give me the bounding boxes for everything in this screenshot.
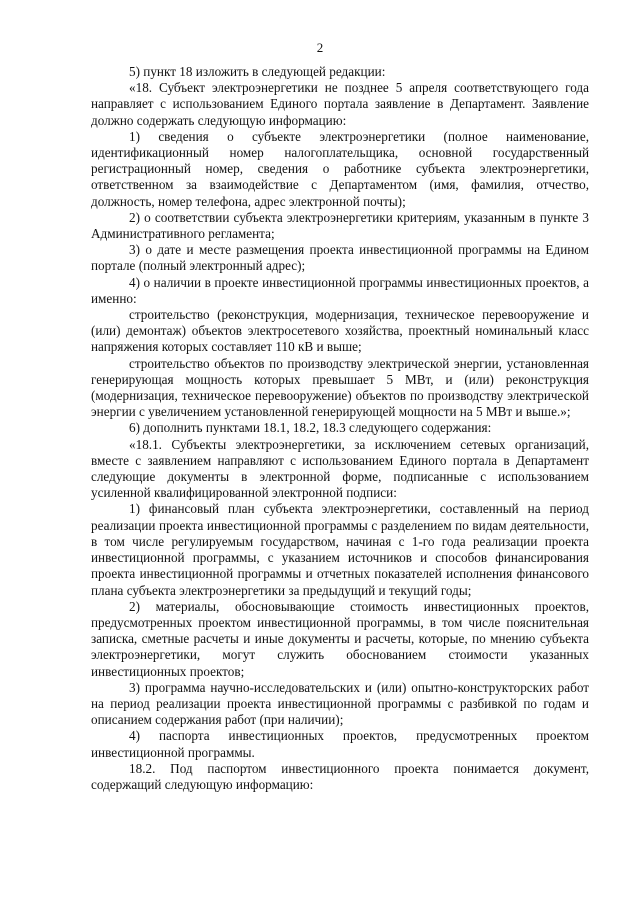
paragraph-construction-generation: строительство объектов по производству электрической энергии, установленная генерирующая мощность которых превышает 5 МВт, и (или) реконструкция (модернизация, техническое перевооружение) объектов по производству электрической энергии с увеличением установленной генерирующей мощности на 5 МВт и выше.»; bbox=[91, 355, 589, 420]
paragraph-construction-grid: строительство (реконструкция, модернизация, техническое перевооружение и (или) демонтаж) объектов электросетевого хозяйства, проектный номинальный класс напряжения которых составляет 110 кВ и выше; bbox=[91, 307, 589, 355]
paragraph-subitem-4: 4) о наличии в проекте инвестиционной программы инвестиционных проектов, а именно: bbox=[91, 274, 589, 306]
paragraph-subitem-3: 3) о дате и месте размещения проекта инвестиционной программы на Едином портале (полный электронный адрес); bbox=[91, 242, 589, 274]
page-number: 2 bbox=[316, 40, 324, 55]
paragraph-subitem-2: 2) о соответствии субъекта электроэнергетики критериям, указанным в пункте 3 Административного регламента; bbox=[91, 209, 589, 242]
paragraph-clause-18: «18. Субъект электроэнергетики не позднее 5 апреля соответствующего года направляет с использованием Единого портала заявление в Департамент. Заявление должно содержать следующую информацию: bbox=[91, 80, 589, 128]
paragraph-doc-research-program: 3) программа научно-исследовательских и (или) опытно-конструкторских работ на период реализации проекта инвестиционной программы с разбивкой по годам и описанием содержания работ (при наличии); bbox=[91, 679, 589, 728]
paragraph-doc-financial-plan: 1) финансовый план субъекта электроэнергетики, составленный на период реализации проекта инвестиционной программы с разделением по видам деятельности, в том числе регулируемым государством, начиная с 1-го года реализации проекта инвестиционной программы, с указанием источников и способов финансирования проекта инвестиционной программы и отчетных показателей исполнения финансового плана субъекта электроэнергетики за предыдущий и текущий годы; bbox=[91, 501, 589, 598]
document-body bbox=[91, 64, 589, 793]
paragraph-clause-18-1: «18.1. Субъекты электроэнергетики, за исключением сетевых организаций, вместе с заявлением направляют с использованием Единого портала в Департамент следующие документы в электронной форме, подписанные с использованием усиленной квалифицированной электронной подписи: bbox=[91, 436, 589, 501]
paragraph-subitem-1: 1) сведения о субъекте электроэнергетики (полное наименование, идентификационный номер налогоплательщика, основной государственный регистрационный номер, сведения о работнике субъекта электроэнергетики, ответственном за взаимодействие с Департаментом (имя, фамилия, отчество, должность, номер телефона, адрес электронной почты); bbox=[91, 128, 589, 209]
paragraph-clause-18-2: 18.2. Под паспортом инвестиционного проекта понимается документ, содержащий следующую информацию: bbox=[91, 760, 589, 792]
paragraph-item-6: 6) дополнить пунктами 18.1, 18.2, 18.3 следующего содержания: bbox=[129, 420, 492, 436]
paragraph-doc-passports: 4) паспорта инвестиционных проектов, предусмотренных проектом инвестиционной программы. bbox=[91, 728, 589, 760]
paragraph-item-5: 5) пункт 18 изложить в следующей редакции: bbox=[129, 64, 386, 79]
paragraph-doc-cost-materials: 2) материалы, обосновывающие стоимость инвестиционных проектов, предусмотренных проектом инвестиционной программы, в том числе пояснительная записка, сметные расчеты и иные документы и расчеты, которые, по мнению субъекта электроэнергетики, могут служить обоснованием стоимости указанных инвестиционных проектов; bbox=[91, 598, 589, 679]
